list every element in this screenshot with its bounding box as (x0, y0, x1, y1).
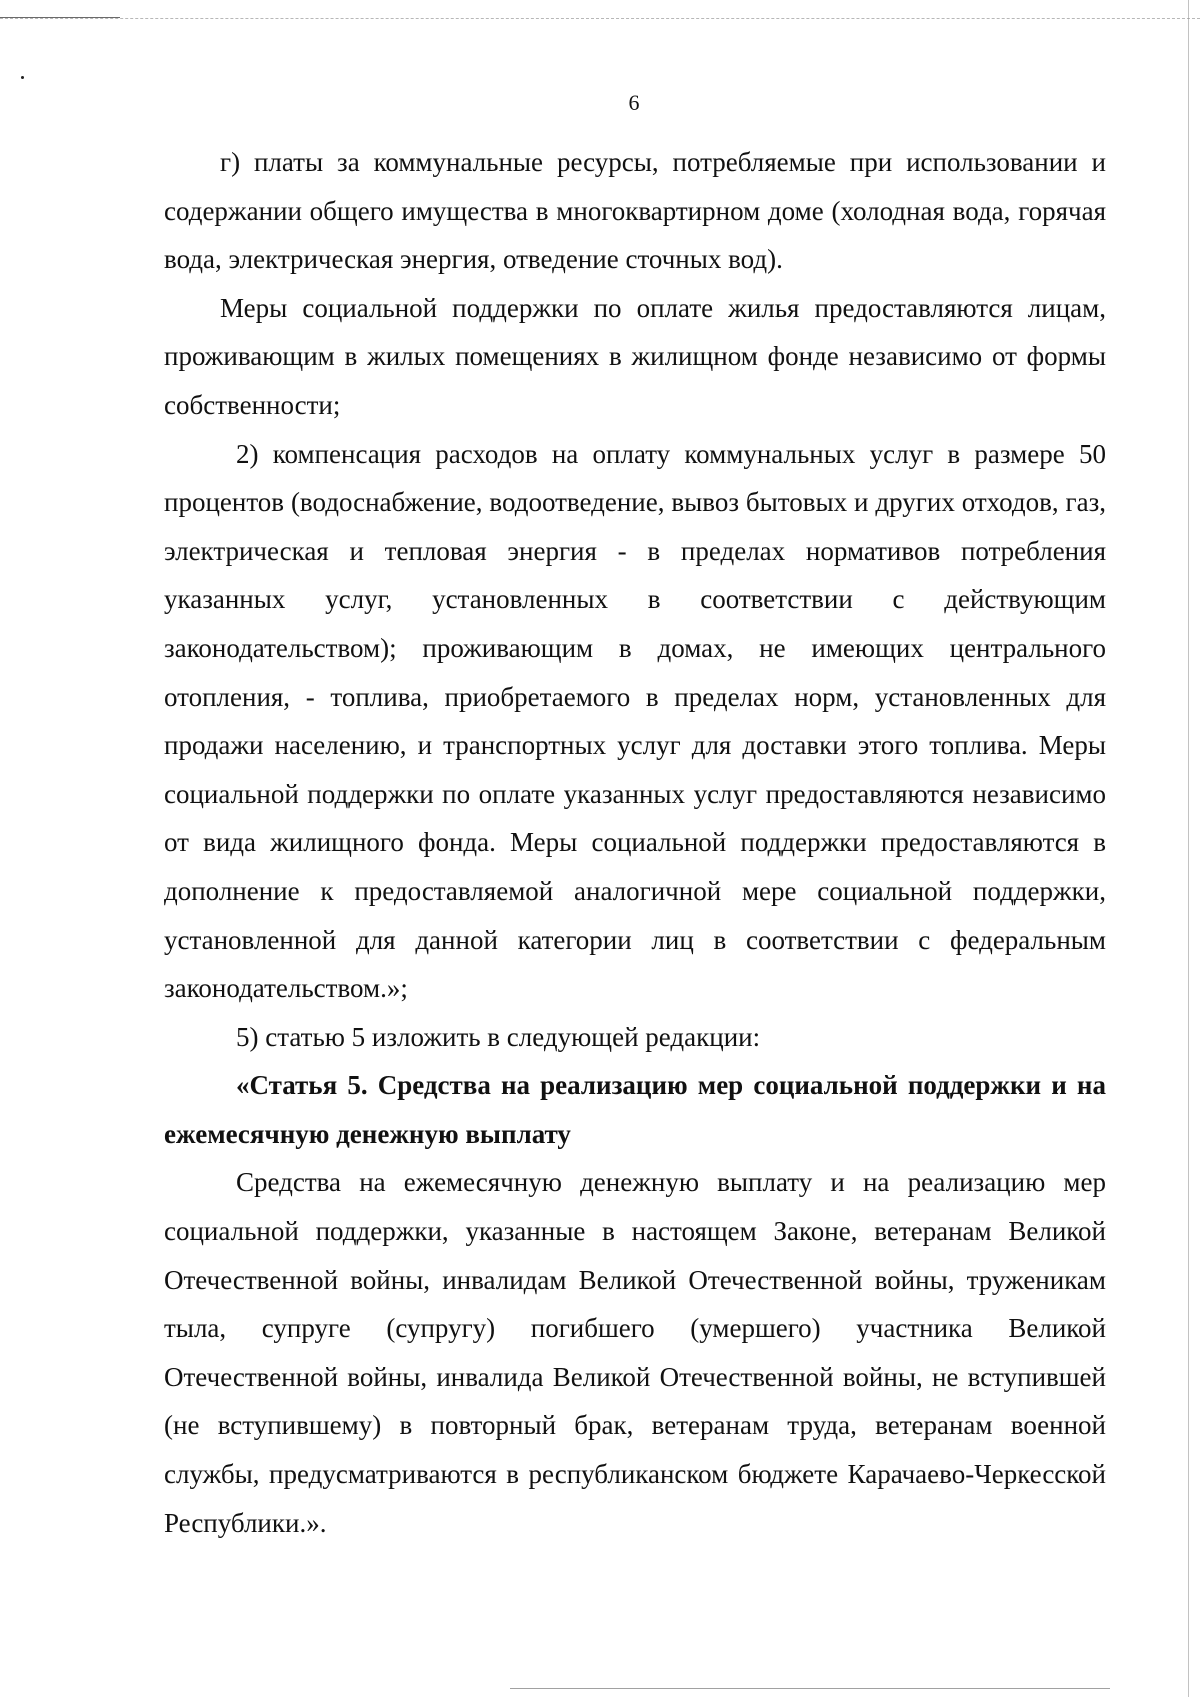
scan-artifact-top-line (0, 18, 1200, 19)
page-number: 6 (628, 90, 640, 115)
paragraph-utility-payments: г) платы за коммунальные ресурсы, потребляемые при использовании и содержании общего имущества в многоквартирном доме (холодная вода, горячая вода, электрическая энергия, отведение сточных вод). (164, 147, 1106, 275)
scan-speck (21, 76, 24, 79)
paragraph-article-5-funding: Средства на ежемесячную денежную выплату и на реализацию мер социальной поддержки, указанные в настоящем Законе, ветеранам Великой Отечественной войны, инвалидам Великой Отечественной войны, труженикам тыла, супруге (супругу) погибшего (умершего) участника Великой Отечественной войны, инвалида Великой Отечественной войны, не вступившей (не вступившему) в повторный брак, ветеранам труда, ветеранам военной службы, предусматриваются в республиканском бюджете Карачаево-Черкесской Республики.». (164, 1167, 1106, 1538)
paragraph-housing-support: Меры социальной поддержки по оплате жилья предоставляются лицам, проживающим в жилых помещениях в жилищном фонде независимо от формы собственности; (164, 292, 1106, 420)
article-5-heading: «Статья 5. Средства на реализацию мер социальной поддержки и на ежемесячную денежную выплату (164, 1070, 1106, 1149)
document-body (164, 138, 1106, 1547)
paragraph-compensation: 2) компенсация расходов на оплату коммунальных услуг в размере 50 процентов (водоснабжение, водоотведение, вывоз бытовых и других отходов, газ, электрическая и тепловая энергия - в пределах нормативов потребления указанных услуг, установленных в соответствии с действующим законодательством); проживающим в домах, не имеющих центрального отопления, - топлива, приобретаемого в пределах норм, установленных для продажи населению, и транспортных услуг для доставки этого топлива. Меры социальной поддержки по оплате указанных услуг предоставляются независимо от вида жилищного фонда. Меры социальной поддержки предоставляются в дополнение к предоставляемой аналогичной мере социальной поддержки, установленной для данной категории лиц в соответствии с федеральным законодательством.»; (164, 438, 1106, 1004)
scan-artifact-right-edge (1188, 0, 1189, 1697)
scan-artifact-bottom-line (510, 1688, 1110, 1689)
paragraph-article-5-instruction: 5) статью 5 изложить в следующей редакции: (236, 1021, 761, 1052)
